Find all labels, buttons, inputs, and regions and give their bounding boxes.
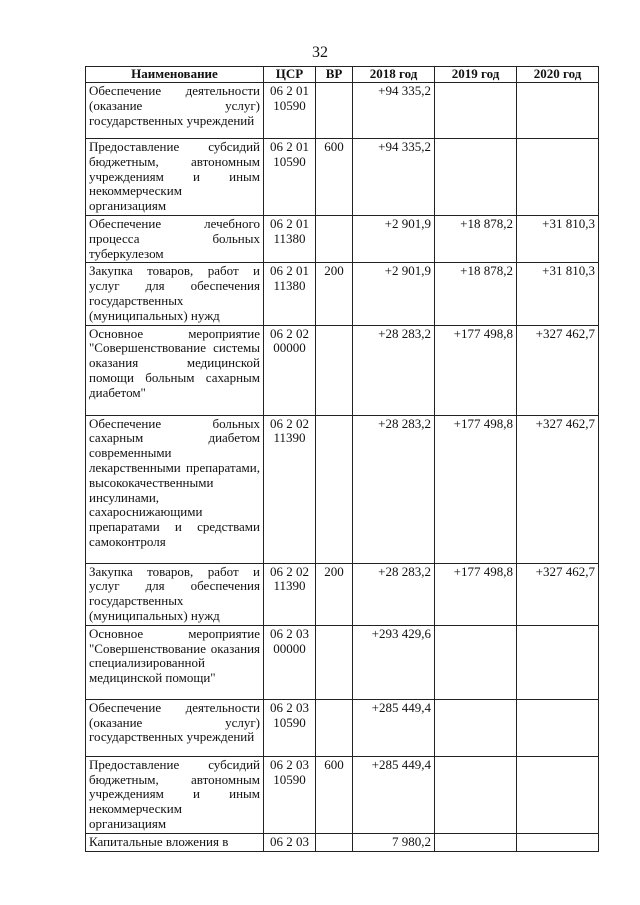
row-vr-cell: [316, 325, 353, 415]
table-row: [86, 625, 599, 699]
row-2019-cell: +18 878,2: [435, 263, 517, 325]
column-header-2020: 2020 год: [517, 67, 599, 83]
row-vr-cell: 600: [316, 756, 353, 833]
row-2019-cell: [435, 756, 517, 833]
row-csr-cell: 06 2 02 11390: [264, 415, 316, 563]
row-csr-cell: 06 2 03 00000: [264, 625, 316, 699]
row-2018-cell: +28 283,2: [353, 325, 435, 415]
row-2018-cell: +293 429,6: [353, 625, 435, 699]
table-row: [86, 263, 599, 325]
row-vr-cell: [316, 833, 353, 851]
row-vr-cell: 600: [316, 139, 353, 216]
row-2020-cell: [517, 625, 599, 699]
row-name-cell: Основное мероприятие "Совершенствование оказания специализированной медицинской помощи": [86, 625, 264, 699]
row-vr-cell: [316, 625, 353, 699]
row-2020-cell: [517, 756, 599, 833]
row-2019-cell: +177 498,8: [435, 563, 517, 625]
row-csr-cell: 06 2 01 10590: [264, 83, 316, 139]
row-2019-cell: +18 878,2: [435, 215, 517, 262]
table-row: [86, 563, 599, 625]
table-row: [86, 325, 599, 415]
row-name-cell: Капитальные вложения в: [86, 833, 264, 851]
row-csr-cell: 06 2 03: [264, 833, 316, 851]
row-2019-cell: [435, 139, 517, 216]
table-row: [86, 415, 599, 563]
row-2020-cell: +327 462,7: [517, 415, 599, 563]
row-vr-cell: [316, 699, 353, 756]
row-2020-cell: [517, 83, 599, 139]
row-name-cell: Обеспечение деятельности (оказание услуг) государственных учреждений: [86, 699, 264, 756]
row-2020-cell: [517, 833, 599, 851]
row-vr-cell: [316, 415, 353, 563]
row-name-cell: Обеспечение больных сахарным диабетом современными лекарственными препаратами, высококачественными инсулинами, сахароснижающими препаратами и средствами самоконтроля: [86, 415, 264, 563]
column-header-2018: 2018 год: [353, 67, 435, 83]
row-name-cell: Предоставление субсидий бюджетным, автономным учреждениям и иным некоммерческим организациям: [86, 756, 264, 833]
row-vr-cell: [316, 83, 353, 139]
table-row: [86, 756, 599, 833]
row-name-cell: Основное мероприятие "Совершенствование системы оказания медицинской помощи больным сахарным диабетом": [86, 325, 264, 415]
row-name-cell: Обеспечение лечебного процесса больных туберкулезом: [86, 215, 264, 262]
row-2019-cell: +177 498,8: [435, 415, 517, 563]
row-2020-cell: [517, 139, 599, 216]
row-2019-cell: +177 498,8: [435, 325, 517, 415]
row-vr-cell: 200: [316, 263, 353, 325]
table-row: [86, 139, 599, 216]
row-2019-cell: [435, 83, 517, 139]
row-name-cell: Обеспечение деятельности (оказание услуг) государственных учреждений: [86, 83, 264, 139]
column-header-2019: 2019 год: [435, 67, 517, 83]
row-2020-cell: +327 462,7: [517, 325, 599, 415]
row-csr-cell: 06 2 01 11380: [264, 215, 316, 262]
row-csr-cell: 06 2 03 10590: [264, 756, 316, 833]
column-header-csr: ЦСР: [264, 67, 316, 83]
row-2018-cell: +285 449,4: [353, 756, 435, 833]
row-2020-cell: +327 462,7: [517, 563, 599, 625]
row-2020-cell: +31 810,3: [517, 215, 599, 262]
table-row: [86, 83, 599, 139]
budget-table: [85, 66, 599, 852]
row-csr-cell: 06 2 02 11390: [264, 563, 316, 625]
row-2018-cell: 7 980,2: [353, 833, 435, 851]
row-vr-cell: 200: [316, 563, 353, 625]
row-2020-cell: [517, 699, 599, 756]
table-header-row: [86, 67, 599, 83]
table-row: [86, 833, 599, 851]
row-2018-cell: +2 901,9: [353, 263, 435, 325]
row-csr-cell: 06 2 01 11380: [264, 263, 316, 325]
row-name-cell: Закупка товаров, работ и услуг для обеспечения государственных (муниципальных) нужд: [86, 563, 264, 625]
table-row: [86, 699, 599, 756]
row-2018-cell: +2 901,9: [353, 215, 435, 262]
page-number: 32: [312, 44, 328, 61]
row-2018-cell: +28 283,2: [353, 415, 435, 563]
row-csr-cell: 06 2 03 10590: [264, 699, 316, 756]
row-2018-cell: +94 335,2: [353, 139, 435, 216]
column-header-vr: ВР: [316, 67, 353, 83]
row-2018-cell: +285 449,4: [353, 699, 435, 756]
row-2020-cell: +31 810,3: [517, 263, 599, 325]
row-name-cell: Закупка товаров, работ и услуг для обеспечения государственных (муниципальных) нужд: [86, 263, 264, 325]
row-vr-cell: [316, 215, 353, 262]
row-2019-cell: [435, 833, 517, 851]
row-2019-cell: [435, 625, 517, 699]
row-2019-cell: [435, 699, 517, 756]
table-row: [86, 215, 599, 262]
column-header-name: Наименование: [86, 67, 264, 83]
row-name-cell: Предоставление субсидий бюджетным, автономным учреждениям и иным некоммерческим организациям: [86, 139, 264, 216]
row-csr-cell: 06 2 02 00000: [264, 325, 316, 415]
row-2018-cell: +94 335,2: [353, 83, 435, 139]
row-csr-cell: 06 2 01 10590: [264, 139, 316, 216]
row-2018-cell: +28 283,2: [353, 563, 435, 625]
